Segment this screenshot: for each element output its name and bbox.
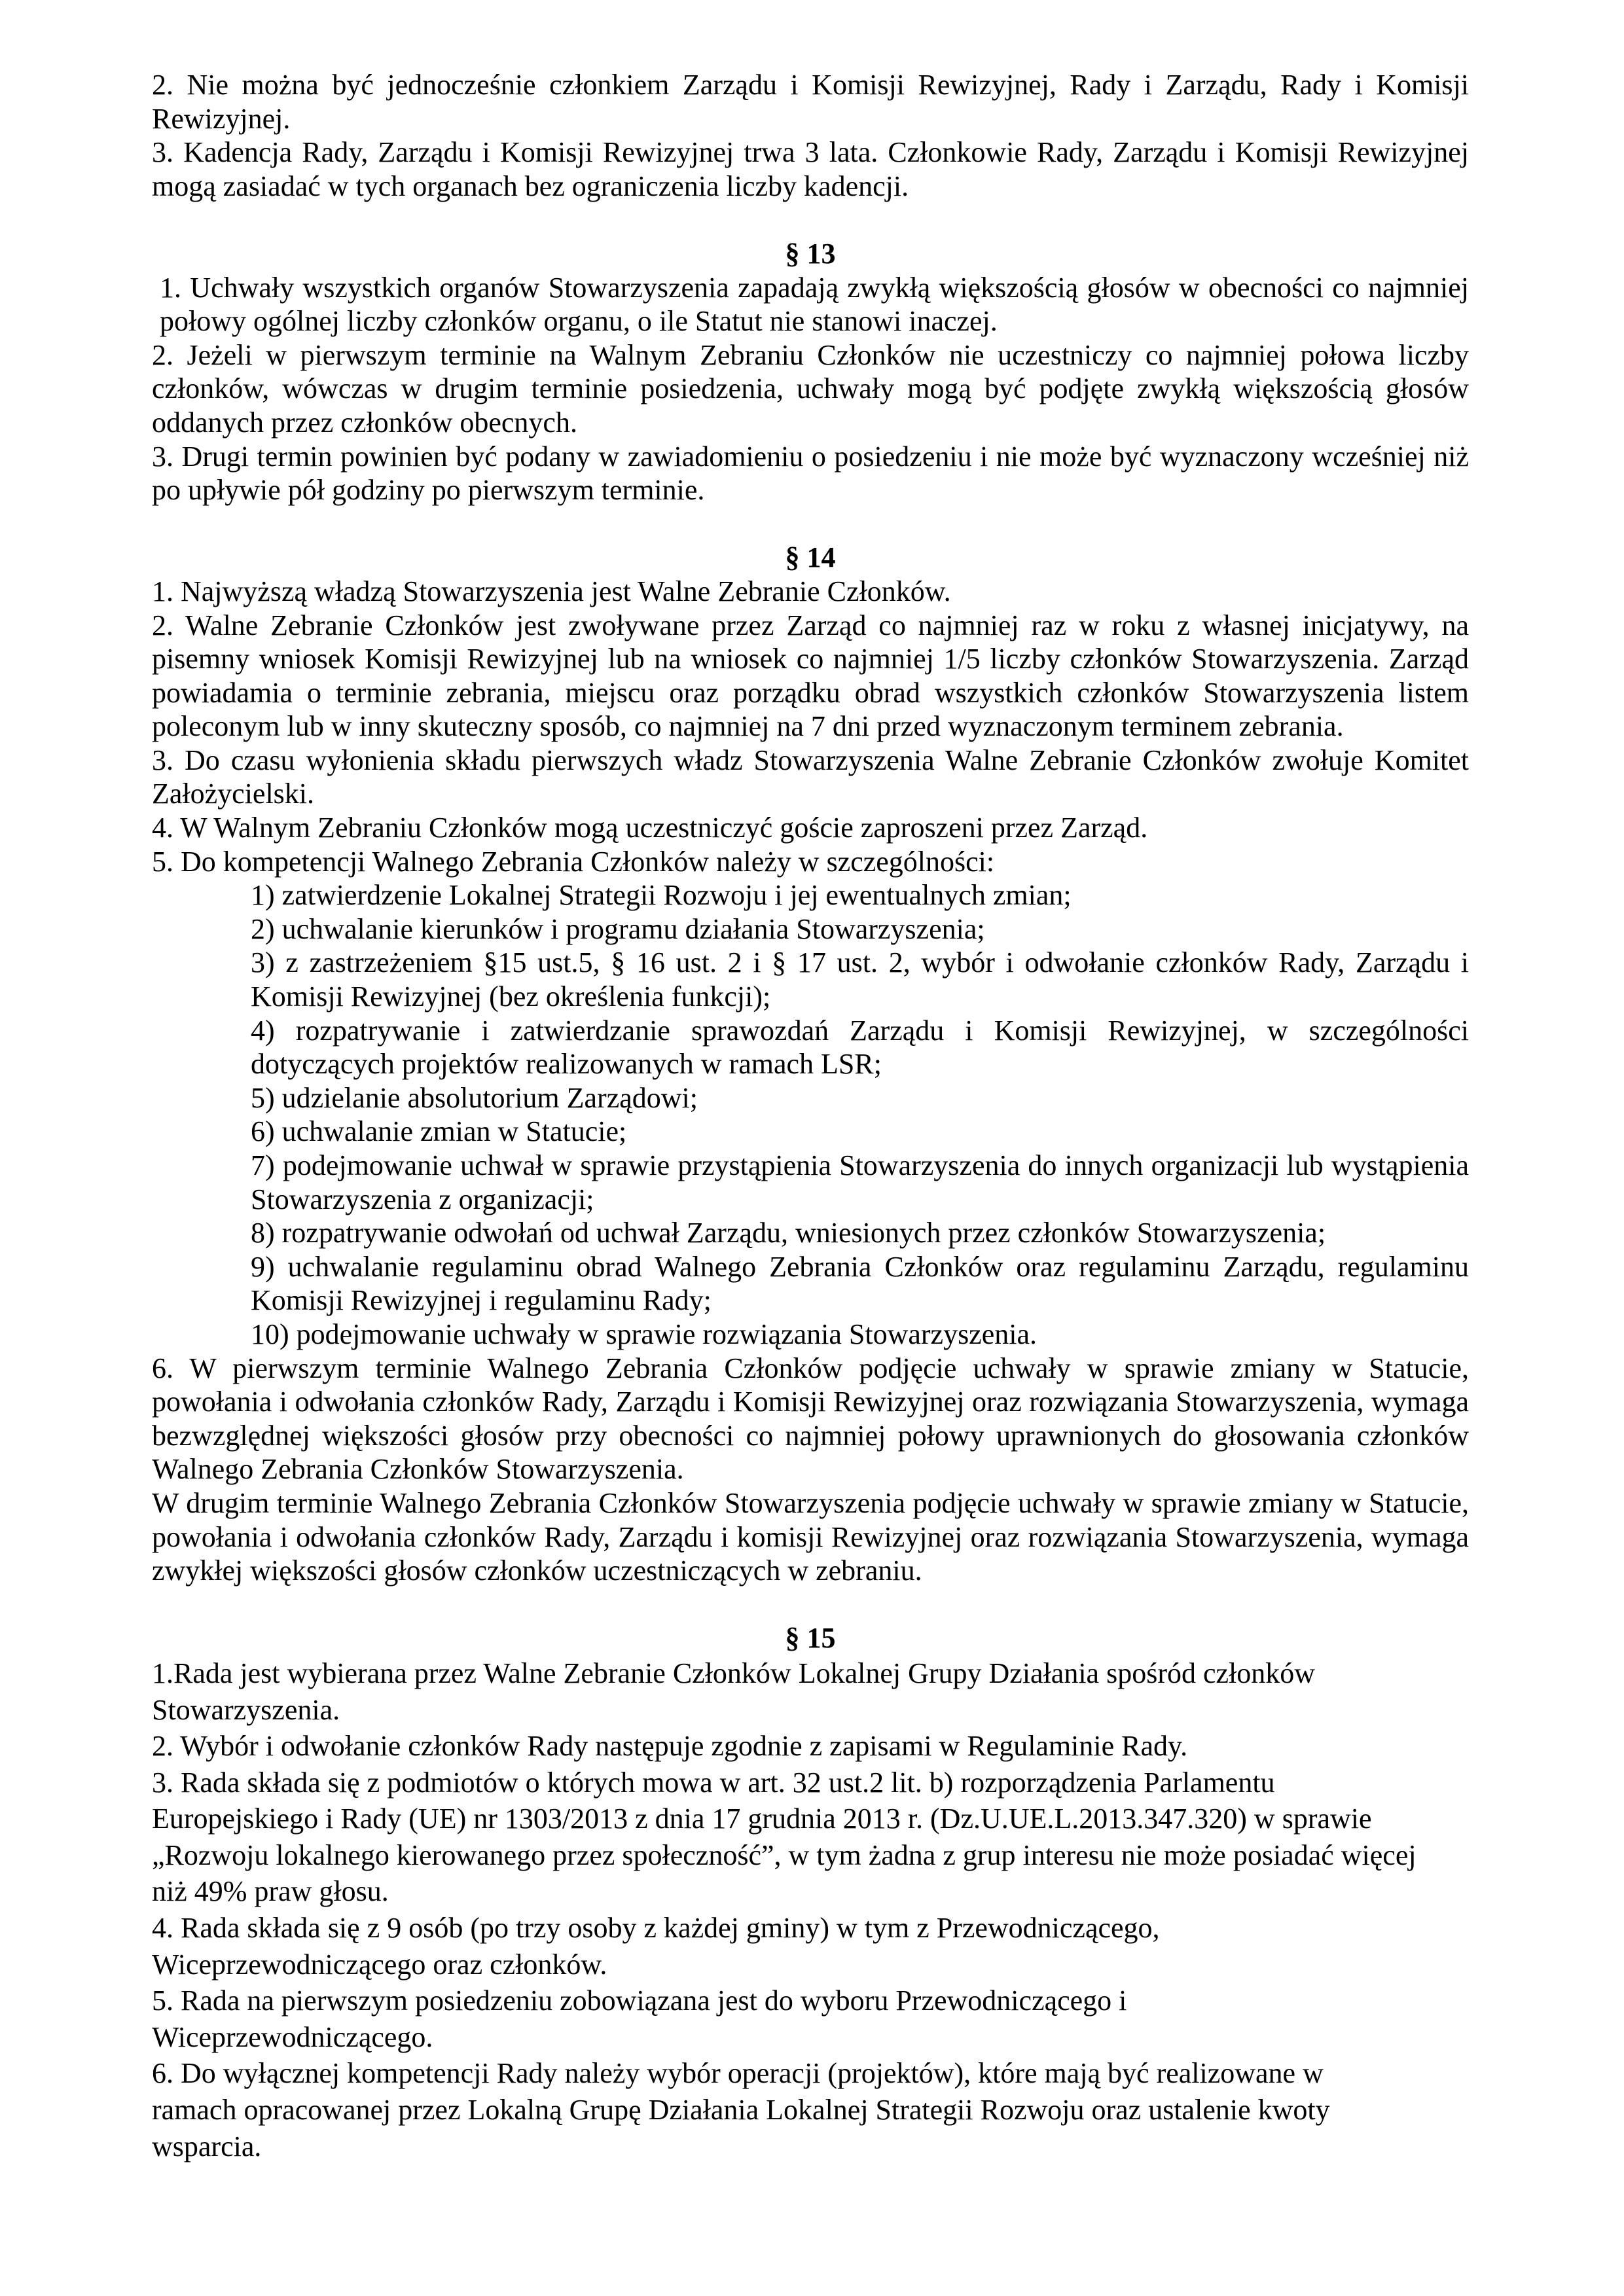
paragraph-15-6: 6. Do wyłącznej kompetencji Rady należy wybór operacji (projektów), które mają być realizowane w ramach opracowanej przez Lokalną Grupę Działania Lokalnej Strategii Rozwoju oraz ustalenie kwoty wsparcia. [152, 2057, 1330, 2162]
paragraph-14-3: 3. Do czasu wyłonienia składu pierwszych władz Stowarzyszenia Walne Zebranie Członków zwołuje Komitet Założycielski. [152, 744, 1469, 810]
list-item: 8) rozpatrywanie odwołań od uchwał Zarządu, wniesionych przez członków Stowarzyszenia; [251, 1217, 1326, 1249]
list-item: 5) udzielanie absolutorium Zarządowi; [251, 1081, 698, 1114]
paragraph-14-4: 4. W Walnym Zebraniu Członków mogą uczestniczyć goście zaproszeni przez Zarząd. [152, 812, 1148, 844]
list-item: 9) uchwalanie regulaminu obrad Walnego Zebrania Członków oraz regulaminu Zarządu, regulaminu Komisji Rewizyjnej i regulaminu Rady; [251, 1250, 1469, 1317]
paragraph-15-3: 3. Rada składa się z podmiotów o których mowa w art. 32 ust.2 lit. b) rozporządzenia Parlamentu Europejskiego i Rady (UE) nr 1303/2013 z dnia 17 grudnia 2013 r. (Dz.U.UE.L.2013.347.320) w sprawie „Rozwoju lokalnego kierowanego przez społeczność”, w tym żadna z grup interesu nie może posiadać więcej niż 49% praw głosu. [152, 1766, 1416, 1908]
section-14 [152, 541, 1469, 1587]
section-heading: § 13 [785, 237, 836, 270]
list-item: 7) podejmowanie uchwał w sprawie przystąpienia Stowarzyszenia do innych organizacji lub wystąpienia Stowarzyszenia z organizacji; [251, 1149, 1469, 1215]
list-item: 4) rozpatrywanie i zatwierdzanie sprawozdań Zarządu i Komisji Rewizyjnej, w szczególności dotyczących projektów realizowanych w ramach LSR; [251, 1014, 1469, 1081]
list-item: 6) uchwalanie zmian w Statucie; [251, 1115, 627, 1148]
document-page [152, 68, 1469, 2164]
paragraph-13-2: 2. Jeżeli w pierwszym terminie na Walnym Zebraniu Członków nie uczestniczy co najmniej połowa liczby członków, wówczas w drugim terminie posiedzenia, uchwały mogą być podjęte zwykłą większością głosów oddanych przez członków obecnych. [152, 338, 1469, 439]
section-12-tail [152, 68, 1469, 203]
paragraph-12-2: 2. Nie można być jednocześnie członkiem Zarządu i Komisji Rewizyjnej, Rady i Zarządu, Rady i Komisji Rewizyjnej. [152, 69, 1469, 135]
section-13 [152, 237, 1469, 507]
paragraph-14-6: 6. W pierwszym terminie Walnego Zebrania Członków podjęcie uchwały w sprawie zmiany w Statucie, powołania i odwołania członków Rady, Zarządu i Komisji Rewizyjnej oraz rozwiązania Stowarzyszenia, wymaga bezwzględnej większości głosów przy obecności co najmniej połowy uprawnionych do głosowania członków Walnego Zebrania Członków Stowarzyszenia. [152, 1352, 1469, 1486]
list-item: 1) zatwierdzenie Lokalnej Strategii Rozwoju i jej ewentualnych zmian; [251, 879, 1072, 912]
spacer [152, 1588, 1469, 1622]
paragraph-14-1: 1. Najwyższą władzą Stowarzyszenia jest Walne Zebranie Członków. [152, 575, 951, 607]
section-heading: § 14 [785, 541, 836, 574]
competences-list [152, 878, 1469, 1351]
paragraph-14-2: 2. Walne Zebranie Członków jest zwoływane przez Zarząd co najmniej raz w roku z własnej inicjatywy, na pisemny wniosek Komisji Rewizyjnej lub na wniosek co najmniej 1/5 liczby członków Stowarzyszenia. Zarząd powiadamia o terminie zebrania, miejscu oraz porządku obrad wszystkich członków Stowarzyszenia listem poleconym lub w inny skuteczny sposób, co najmniej na 7 dni przed wyznaczonym terminem zebrania. [152, 609, 1469, 743]
paragraph-15-4: 4. Rada składa się z 9 osób (po trzy osoby z każdej gminy) w tym z Przewodniczącego, Wiceprzewodniczącego oraz członków. [152, 1912, 1160, 1981]
section-15 [152, 1621, 1469, 2164]
paragraph-15-1: 1.Rada jest wybierana przez Walne Zebranie Członków Lokalnej Grupy Działania spośród członków Stowarzyszenia. [152, 1657, 1316, 1726]
list-item: 2) uchwalanie kierunków i programu działania Stowarzyszenia; [251, 912, 985, 945]
paragraph-13-1: 1. Uchwały wszystkich organów Stowarzyszenia zapadają zwykłą większością głosów w obecności co najmniej połowy ogólnej liczby członków organu, o ile Statut nie stanowi inaczej. [160, 271, 1469, 338]
paragraph-13-3: 3. Drugi termin powinien być podany w zawiadomieniu o posiedzeniu i nie może być wyznaczony wcześniej niż po upływie pół godziny po pierwszym terminie. [152, 440, 1469, 507]
paragraph-15-5: 5. Rada na pierwszym posiedzeniu zobowiązana jest do wyboru Przewodniczącego i Wiceprzewodniczącego. [152, 1984, 1127, 2053]
spacer [152, 507, 1469, 541]
list-item: 3) z zastrzeżeniem §15 ust.5, § 16 ust. 2 i § 17 ust. 2, wybór i odwołanie członków Rady, Zarządu i Komisji Rewizyjnej (bez określenia funkcji); [251, 946, 1469, 1013]
paragraph-14-5: 5. Do kompetencji Walnego Zebrania Członków należy w szczególności: [152, 845, 995, 878]
paragraph-14-6-second-term: W drugim terminie Walnego Zebrania Członków Stowarzyszenia podjęcie uchwały w sprawie zmiany w Statucie, powołania i odwołania członków Rady, Zarządu i komisji Rewizyjnej oraz rozwiązania Stowarzyszenia, wymaga zwykłej większości głosów członków uczestniczących w zebraniu. [152, 1486, 1469, 1587]
spacer [152, 203, 1469, 237]
list-item: 10) podejmowanie uchwały w sprawie rozwiązania Stowarzyszenia. [251, 1318, 1037, 1350]
paragraph-15-2: 2. Wybór i odwołanie członków Rady następuje zgodnie z zapisami w Regulaminie Rady. [152, 1730, 1188, 1763]
section-heading: § 15 [785, 1622, 836, 1655]
paragraph-12-3: 3. Kadencja Rady, Zarządu i Komisji Rewizyjnej trwa 3 lata. Członkowie Rady, Zarządu i Komisji Rewizyjnej mogą zasiadać w tych organach bez ograniczenia liczby kadencji. [152, 136, 1469, 202]
